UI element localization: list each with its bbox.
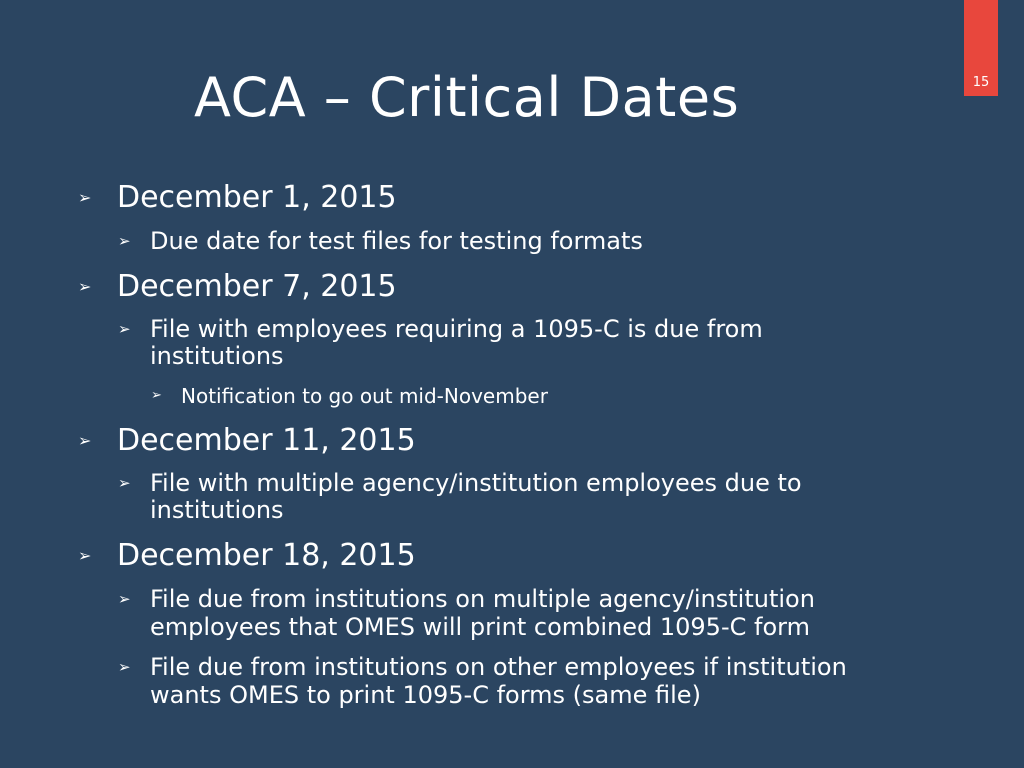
page-number: 15 bbox=[972, 75, 990, 90]
date-heading: December 7, 2015 bbox=[117, 269, 397, 304]
sub-item-text: File with employees requiring a 1095-C is due from bbox=[150, 315, 763, 343]
bullet-arrow-icon: ➢ bbox=[118, 658, 131, 676]
date-heading: December 11, 2015 bbox=[117, 423, 416, 458]
bullet-arrow-icon: ➢ bbox=[118, 232, 131, 250]
sub-item-text-continued: institutions bbox=[150, 496, 284, 524]
bullet-arrow-icon: ➢ bbox=[78, 188, 92, 207]
bullet-arrow-icon: ➢ bbox=[151, 388, 162, 403]
bullet-arrow-icon: ➢ bbox=[78, 277, 92, 296]
sub-sub-item-text: Notification to go out mid-November bbox=[181, 384, 548, 408]
sub-item-text: File due from institutions on other employees if institution bbox=[150, 653, 847, 681]
bullet-arrow-icon: ➢ bbox=[78, 431, 92, 450]
bullet-arrow-icon: ➢ bbox=[118, 590, 131, 608]
date-heading: December 1, 2015 bbox=[117, 180, 397, 215]
slide-title: ACA – Critical Dates bbox=[194, 66, 740, 129]
sub-item-text: Due date for test files for testing formats bbox=[150, 227, 643, 255]
bullet-arrow-icon: ➢ bbox=[78, 546, 92, 565]
sub-item-text-continued: wants OMES to print 1095-C forms (same file) bbox=[150, 681, 701, 709]
sub-item-text: File with multiple agency/institution employees due to bbox=[150, 469, 802, 497]
bullet-arrow-icon: ➢ bbox=[118, 474, 131, 492]
sub-item-text-continued: institutions bbox=[150, 342, 284, 370]
bullet-arrow-icon: ➢ bbox=[118, 320, 131, 338]
page-number-tab bbox=[964, 0, 998, 96]
sub-item-text: File due from institutions on multiple agency/institution bbox=[150, 585, 815, 613]
date-heading: December 18, 2015 bbox=[117, 538, 416, 573]
sub-item-text-continued: employees that OMES will print combined 1095-C form bbox=[150, 613, 810, 641]
